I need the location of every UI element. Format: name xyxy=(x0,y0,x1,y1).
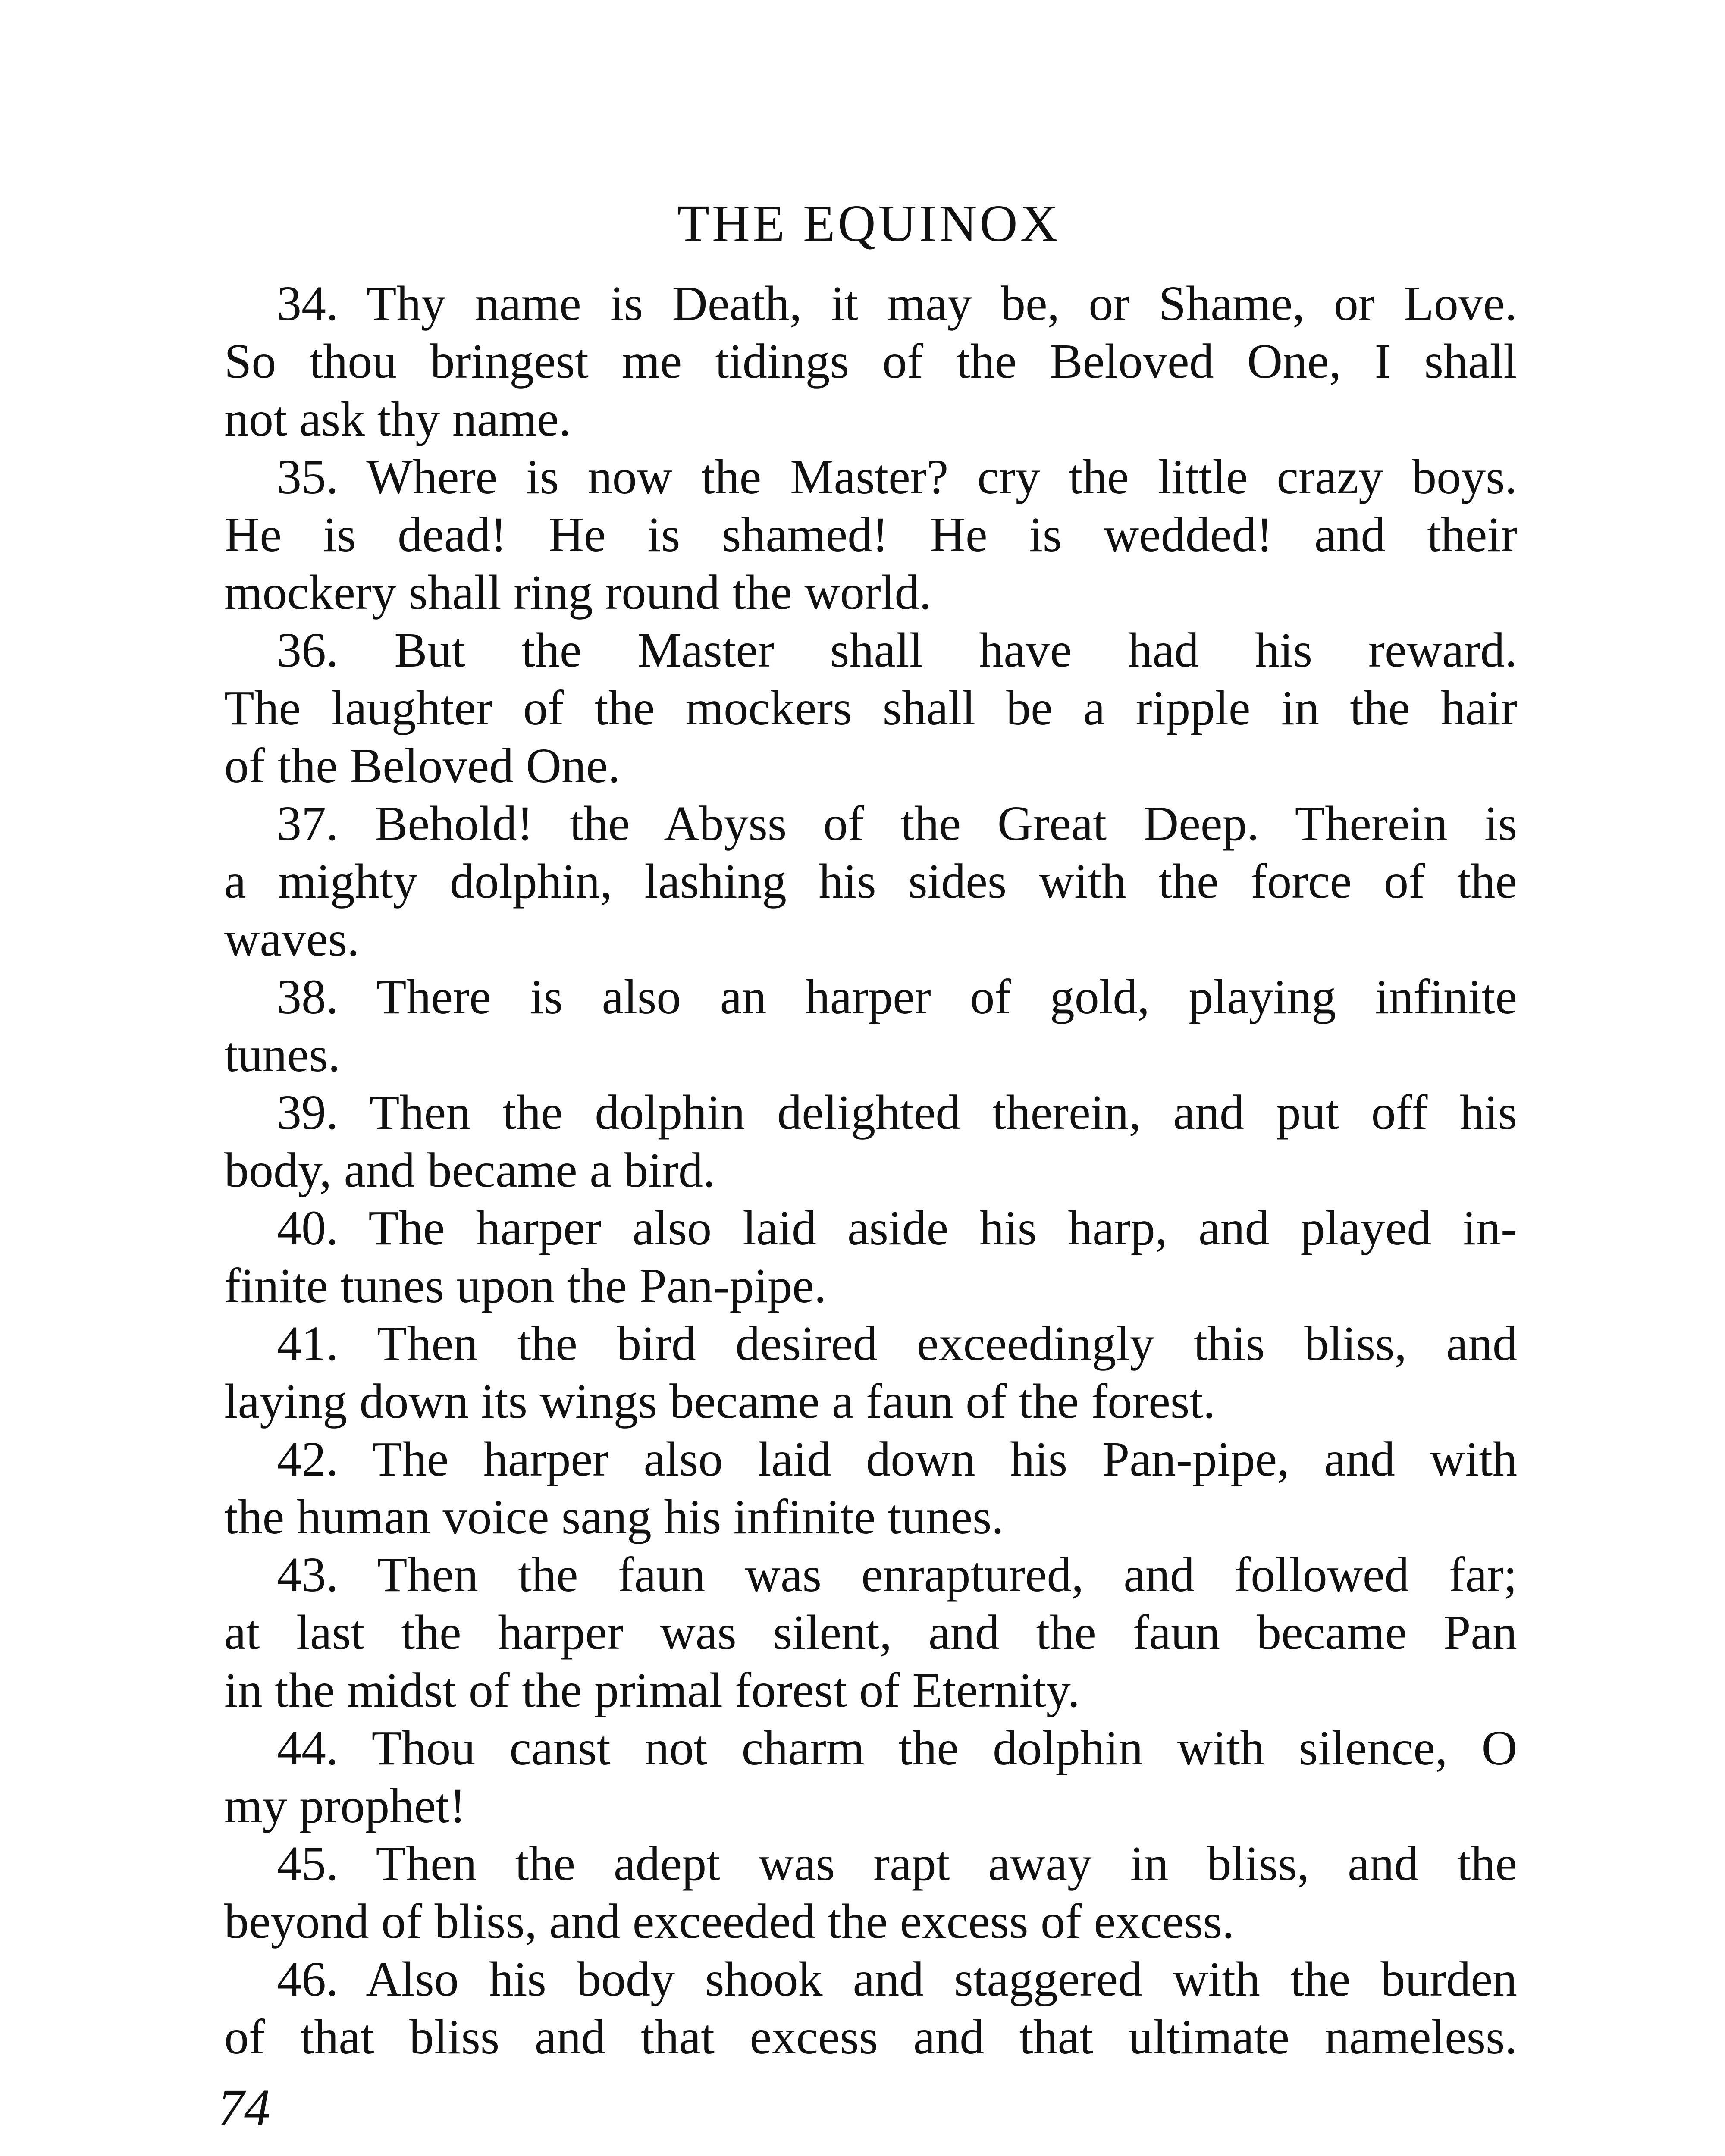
paragraph xyxy=(224,1430,1517,1546)
text-line: the human voice sang his infinite tunes. xyxy=(224,1489,1004,1544)
text-line: my prophet! xyxy=(224,1778,466,1833)
text-line: at last the harper was silent, and the faun became Pan xyxy=(224,1605,1517,1660)
text-line: 37. Behold! the Abyss of the Great Deep. Therein is xyxy=(277,796,1517,851)
text-line: finite tunes upon the Pan-pipe. xyxy=(224,1258,827,1313)
paragraph xyxy=(224,621,1517,795)
paragraph xyxy=(224,1199,1517,1315)
paragraph xyxy=(224,1950,1517,2066)
text-line: 44. Thou canst not charm the dolphin with silence, O xyxy=(277,1720,1517,1775)
text-line: 46. Also his body shook and staggered with the burden xyxy=(277,1952,1517,2006)
text-line: of the Beloved One. xyxy=(224,738,621,793)
text-line: 38. There is also an harper of gold, playing infinite xyxy=(277,969,1517,1024)
text-line: 39. Then the dolphin delighted therein, and put off his xyxy=(277,1085,1517,1140)
text-line: 45. Then the adept was rapt away in bliss, and the xyxy=(277,1836,1517,1891)
text-line: 34. Thy name is Death, it may be, or Shame, or Love. xyxy=(277,276,1517,331)
text-line: 42. The harper also laid down his Pan-pipe, and with xyxy=(277,1432,1517,1486)
paragraph xyxy=(224,1835,1517,1950)
text-line: 41. Then the bird desired exceedingly this bliss, and xyxy=(277,1316,1517,1371)
paragraph xyxy=(224,968,1517,1084)
text-line: of that bliss and that excess and that ultimate nameless. xyxy=(224,2009,1517,2064)
text-line: body, and became a bird. xyxy=(224,1143,715,1197)
text-line: So thou bringest me tidings of the Beloved One, I shall xyxy=(224,334,1517,389)
text-line: 43. Then the faun was enraptured, and followed far; xyxy=(277,1547,1517,1602)
text-line: waves. xyxy=(224,912,360,966)
text-line: mockery shall ring round the world. xyxy=(224,565,932,620)
paragraph xyxy=(224,795,1517,968)
text-line: a mighty dolphin, lashing his sides with the force of the xyxy=(224,854,1517,909)
paragraph xyxy=(224,1084,1517,1199)
text-line: 40. The harper also laid aside his harp, and played in- xyxy=(277,1200,1517,1255)
text-line: He is dead! He is shamed! He is wedded! and their xyxy=(224,507,1517,562)
text-line: in the midst of the primal forest of Eternity. xyxy=(224,1663,1080,1717)
paragraph xyxy=(224,275,1517,448)
page-number: 74 xyxy=(218,2079,270,2137)
text-line: not ask thy name. xyxy=(224,392,571,446)
paragraph xyxy=(224,1546,1517,1719)
text-line: 35. Where is now the Master? cry the little crazy boys. xyxy=(277,449,1517,504)
text-line: 36. But the Master shall have had his reward. xyxy=(277,623,1517,677)
paragraph xyxy=(224,1315,1517,1430)
body-text xyxy=(224,275,1517,2066)
running-header: THE EQUINOX xyxy=(677,194,1061,253)
text-line: The laughter of the mockers shall be a ripple in the hair xyxy=(224,680,1517,735)
paragraph xyxy=(224,1719,1517,1835)
text-line: laying down its wings became a faun of the forest. xyxy=(224,1374,1216,1429)
paragraph xyxy=(224,448,1517,621)
text-line: beyond of bliss, and exceeded the excess of excess. xyxy=(224,1894,1235,1949)
text-line: tunes. xyxy=(224,1027,341,1082)
